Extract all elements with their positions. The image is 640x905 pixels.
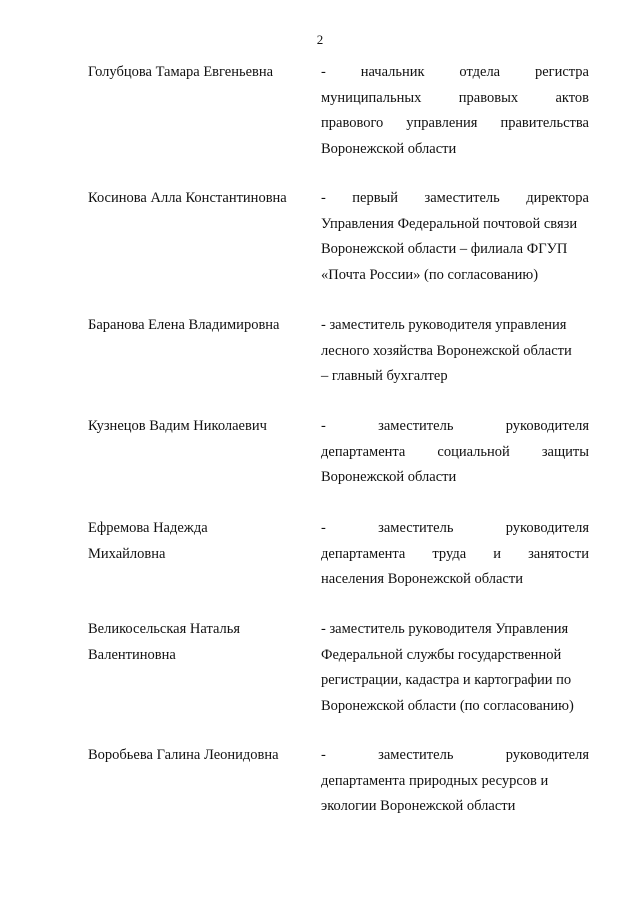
member-position-line: «Почта России» (по согласованию) (321, 266, 539, 283)
member-position-line: - заместитель руководителя Управления (321, 621, 569, 637)
member-position (321, 186, 589, 288)
position-word: управления (406, 115, 478, 131)
position-word: руководителя (505, 747, 589, 763)
member-position-line (321, 111, 589, 137)
member-name (88, 617, 310, 668)
member-position-line (321, 60, 589, 86)
member-position-line: - заместитель руководителя управления (321, 317, 567, 333)
position-word: и (493, 545, 501, 562)
member-position (321, 516, 589, 593)
member-position (321, 617, 589, 719)
position-word: правовых (458, 89, 519, 106)
position-word: заместитель (378, 418, 454, 434)
member-position-line: регистрации, кадастра и картографии по (321, 672, 572, 688)
member-name-line: Воробьева Галина Леонидовна (88, 747, 279, 763)
position-word: - (321, 64, 326, 80)
member-name-line: Михайловна (88, 545, 166, 562)
member-position-line (321, 186, 589, 212)
member-position-line (321, 516, 589, 542)
member-position-line: Воронежской области – филиала ФГУП (321, 241, 568, 257)
member-position (321, 313, 589, 390)
position-word: труда (432, 545, 467, 562)
position-word: занятости (528, 545, 589, 562)
position-word: правового (321, 115, 384, 131)
member-name-line: Баранова Елена Владимировна (88, 317, 280, 333)
member-name (88, 186, 310, 212)
member-name-line: Великосельская Наталья (88, 621, 241, 637)
member-position-line: лесного хозяйства Воронежской области (321, 342, 572, 359)
member-position-line: Воронежской области (321, 469, 457, 485)
member-position-line (321, 86, 589, 112)
position-word: заместитель (378, 747, 454, 763)
position-word: актов (555, 89, 589, 106)
member-name-line: Валентиновна (88, 646, 176, 663)
member-position-line: Управления Федеральной почтовой связи (321, 215, 578, 232)
member-position-line: – главный бухгалтер (321, 368, 448, 384)
position-word: социальной (437, 443, 510, 460)
position-word: начальник (360, 64, 425, 80)
position-word: - (321, 747, 326, 763)
position-word: правительства (500, 115, 589, 131)
position-word: отдела (459, 64, 501, 80)
member-position-line (321, 542, 589, 568)
position-word: муниципальных (321, 89, 422, 106)
position-word: регистра (534, 64, 589, 80)
member-name (88, 313, 310, 339)
position-word: руководителя (505, 520, 589, 536)
member-position-line: Федеральной службы государственной (321, 646, 562, 663)
member-name-line: Голубцова Тамара Евгеньевна (88, 64, 274, 80)
member-name-line: Ефремова Надежда (88, 520, 208, 536)
position-word: департамента (321, 443, 406, 460)
member-position (321, 414, 589, 491)
member-position-line: Воронежской области (по согласованию) (321, 697, 574, 714)
position-word: департамента (321, 545, 406, 562)
member-position-line (321, 440, 589, 466)
member-name-line: Косинова Алла Константиновна (88, 190, 287, 206)
member-name (88, 414, 310, 440)
position-word: - (321, 520, 326, 536)
position-word: защиты (541, 443, 589, 460)
member-position-line: Воронежской области (321, 140, 457, 157)
position-word: - (321, 190, 326, 206)
member-name (88, 60, 310, 86)
member-position-line (321, 414, 589, 440)
member-position-line: экологии Воронежской области (321, 798, 516, 814)
position-word: заместитель (424, 190, 500, 206)
position-word: первый (352, 190, 399, 206)
member-position-line (321, 743, 589, 769)
member-name (88, 743, 310, 769)
position-word: заместитель (378, 520, 454, 536)
position-word: - (321, 418, 326, 434)
position-word: руководителя (505, 418, 589, 434)
member-position-line: населения Воронежской области (321, 571, 523, 587)
member-position-line: департамента природных ресурсов и (321, 772, 549, 789)
member-name-line: Кузнецов Вадим Николаевич (88, 418, 267, 434)
page-number: 2 (316, 32, 324, 47)
member-name (88, 516, 310, 567)
member-position (321, 743, 589, 820)
position-word: директора (526, 190, 589, 206)
member-position (321, 60, 589, 162)
